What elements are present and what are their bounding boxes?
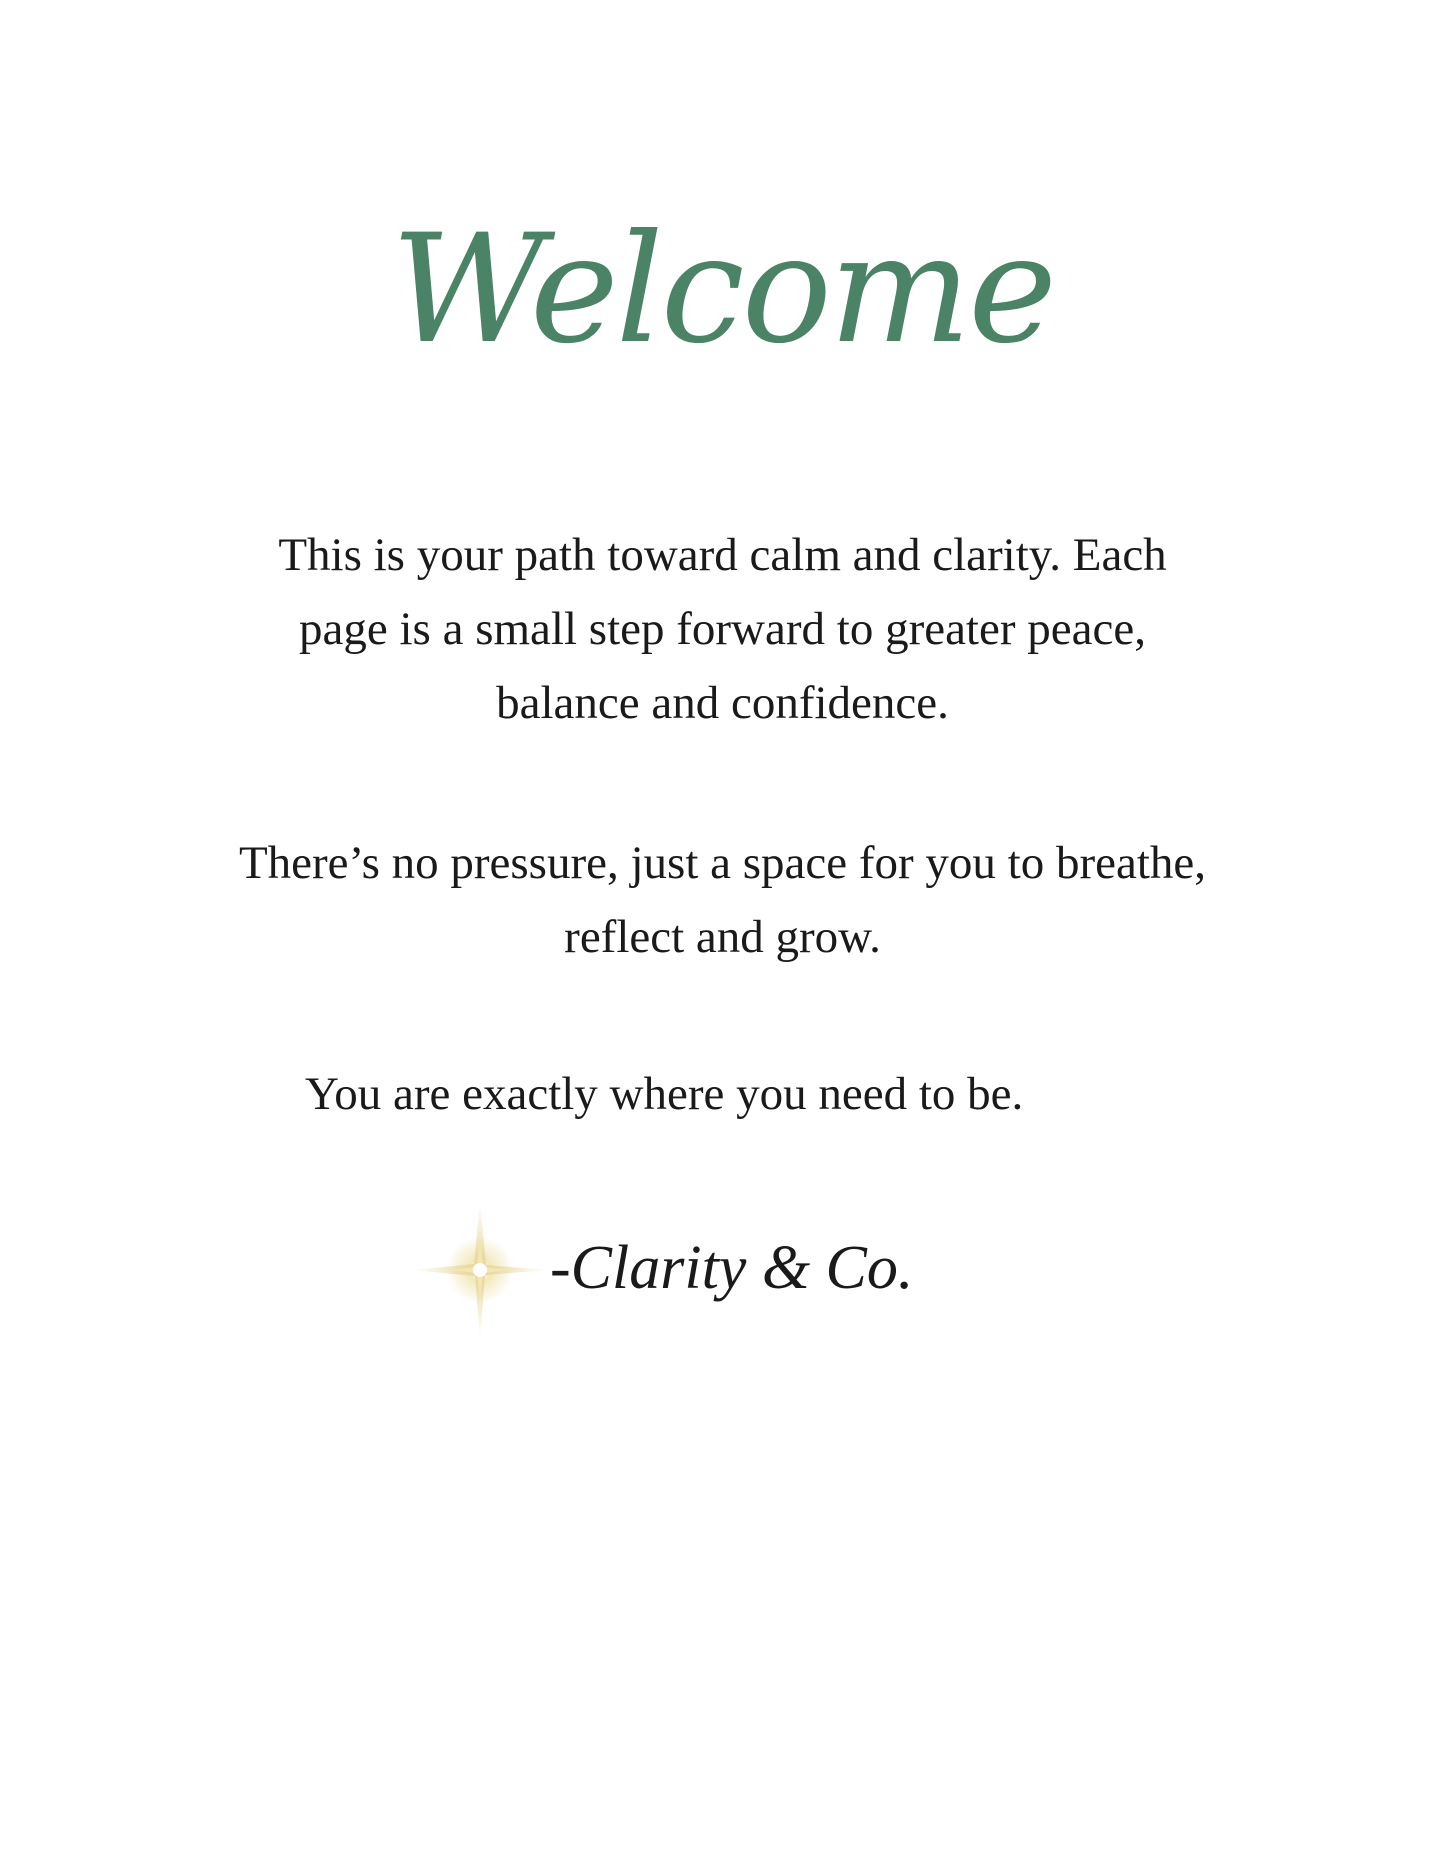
- affirmation-paragraph: [305, 1057, 1023, 1131]
- pressure-line-2: reflect and grow.: [564, 911, 881, 963]
- pressure-paragraph: [0, 826, 1445, 974]
- signature-text: -Clarity & Co.: [550, 1234, 914, 1302]
- intro-line-2: page is a small step forward to greater peace,: [299, 603, 1146, 655]
- signature-block: [410, 1200, 1110, 1340]
- intro-line-1: This is your path toward calm and clarity. Each: [278, 529, 1167, 581]
- page-title: Welcome: [390, 203, 1054, 377]
- intro-paragraph: [0, 518, 1445, 740]
- affirmation-line: You are exactly where you need to be.: [305, 1068, 1024, 1120]
- intro-line-3: balance and confidence.: [496, 677, 949, 729]
- sparkle-star-icon: [410, 1200, 550, 1340]
- pressure-line-1: There’s no pressure, just a space for you to breathe,: [238, 837, 1207, 889]
